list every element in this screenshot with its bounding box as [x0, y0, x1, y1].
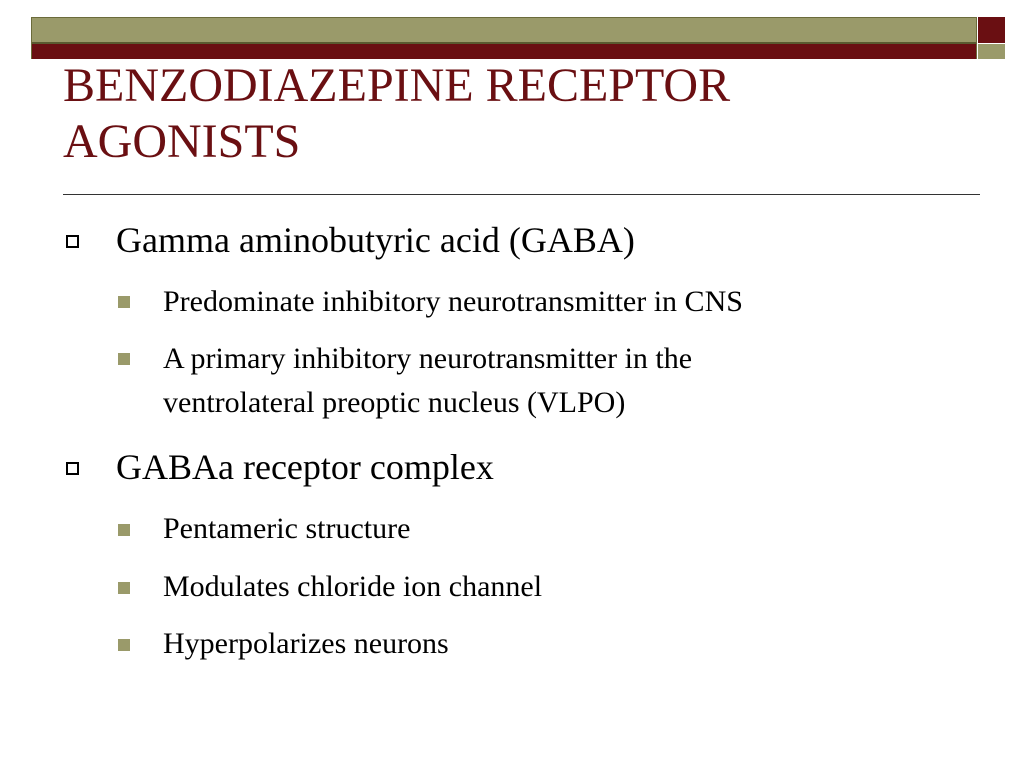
sub-bullet-chloride: Modulates chloride ion channel: [163, 570, 543, 603]
slide-title: [63, 58, 963, 170]
sub-bullet-primary-inhibitory-line-1: A primary inhibitory neurotransmitter in the: [163, 342, 693, 375]
header-band: [31, 17, 977, 59]
header-band-maroon-stripe: [32, 44, 976, 59]
sub-bullet-hyperpolarizes: Hyperpolarizes neurons: [163, 627, 449, 660]
hollow-square-icon: [66, 235, 79, 248]
sub-bullet-primary-inhibitory-line-2: ventrolateral preoptic nucleus (VLPO): [163, 386, 626, 419]
slide-title-line-2: AGONISTS: [63, 115, 301, 168]
header-band-olive-stripe: [32, 18, 976, 44]
filled-square-icon: [118, 639, 130, 651]
filled-square-icon: [118, 582, 130, 594]
filled-square-icon: [118, 524, 130, 536]
bullet-gaba: Gamma aminobutyric acid (GABA): [116, 220, 635, 260]
header-corner-maroon-block: [978, 17, 1005, 43]
bullet-gabaa-complex: GABAa receptor complex: [116, 447, 494, 487]
title-divider: [63, 194, 980, 195]
slide-title-line-1: BENZODIAZEPINE RECEPTOR: [63, 59, 731, 112]
sub-bullet-primary-inhibitory: [163, 337, 963, 425]
filled-square-icon: [118, 296, 130, 308]
sub-bullet-predominate: Predominate inhibitory neurotransmitter in CNS: [163, 285, 743, 318]
hollow-square-icon: [66, 462, 79, 475]
sub-bullet-pentameric: Pentameric structure: [163, 512, 411, 545]
filled-square-icon: [118, 353, 130, 365]
header-corner-olive-block: [978, 44, 1005, 59]
